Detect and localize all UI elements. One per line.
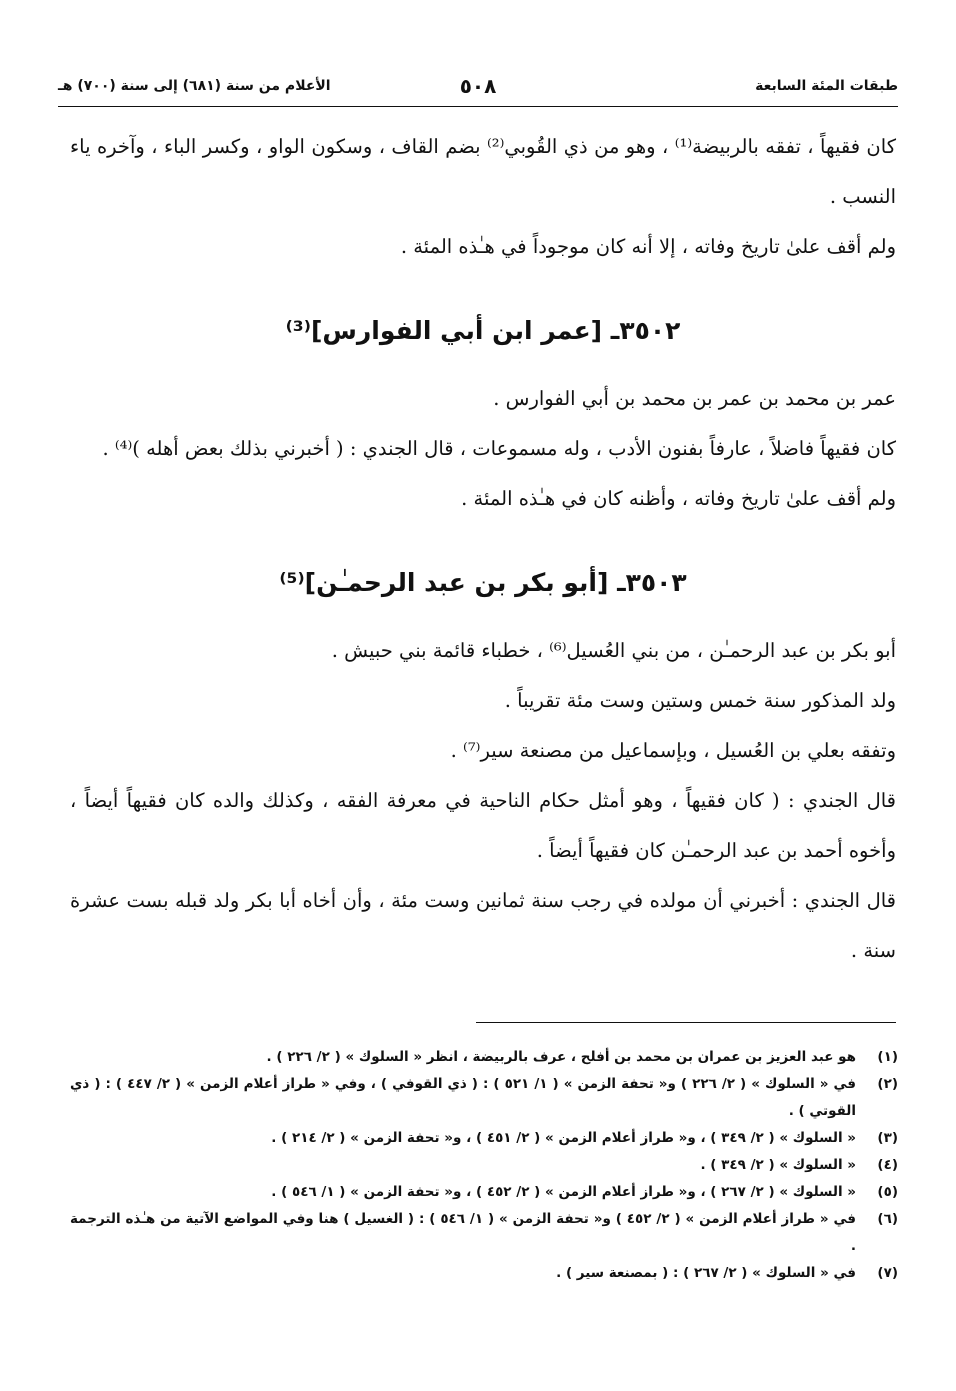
paragraph: وتفقه بعلي بن العُسيل ، وبإسماعيل من مصنعة سير⁽⁷⁾ . [450,739,896,762]
footnote-text: في « السلوك » ( ٢/ ٢٢٦ ) و« تحفة الزمن » ( ١/ ٥٢١ ) : ( ذي القوفي ) ، وفي « طراز أعلام الزمن » ( ٢/ ٤٤٧ ) : ( ذي القوتي ) . [70,1076,856,1119]
page-number: ٥٠٨ [459,74,497,98]
footnote-number: (٧) [877,1265,898,1281]
footnote-number: (٢) [877,1076,898,1092]
paragraph: ولم أقف علىٰ تاريخ وفاته ، وأظنه كان في هـٰذه المئة . [461,487,896,510]
paragraph: عمر بن محمد بن عمر بن محمد بن أبي الفوارس . [493,387,896,410]
footnote-number: (٦) [877,1211,898,1227]
footnote-text: « السلوك » ( ٢/ ٢٦٧ ) ، و« طراز أعلام الزمن » ( ٢/ ٤٥٢ ) ، و« تحفة الزمن » ( ١/ ٥٤٦ ) . [271,1184,856,1200]
footnote-text: هو عبد العزيز بن عمران بن محمد بن أفلح ، عرف بالربيضة ، انظر « السلوك » ( ٢/ ٢٢٦ ) . [266,1049,856,1065]
footnote [70,1260,898,1287]
footnote-number: (٤) [877,1157,898,1173]
footnote [70,1071,898,1125]
footnote [70,1179,898,1206]
paragraph: ولد المذكور سنة خمس وستين وست مئة تقريباً . [504,689,896,712]
footnote-text: « السلوك » ( ٢/ ٣٤٩ ) ، و« طراز أعلام الزمن » ( ٢/ ٤٥١ ) ، و« تحفة الزمن » ( ٢/ ٢١٤ ) . [271,1130,856,1146]
paragraph: كان فقيهاً فاضلاً ، عارفاً بفنون الأدب ، وله مسموعات ، قال الجندي : ( أخبرني بذلك بعض أهله )⁽⁴⁾ . [102,437,896,460]
entry-title: ٣٥٠٣ـ [أبو بكر بن عبد الرحمـٰن]⁽⁵⁾ [279,568,687,597]
footnote [70,1125,898,1152]
paragraph: أبو بكر بن عبد الرحمـٰن ، من بني العُسيل⁽⁶⁾ ، خطباء قائمة بني حبيش . [331,639,896,662]
running-header [58,74,898,107]
footnote-number: (١) [877,1049,898,1065]
paragraph: ولم أقف علىٰ تاريخ وفاته ، إلا أنه كان موجوداً في هـٰذه المئة . [400,235,896,258]
footnote-divider [476,1022,896,1023]
footnote [70,1044,898,1071]
footnotes [70,1044,898,1287]
footnote-text: في « السلوك » ( ٢/ ٢٦٧ ) : ( بمصنعة سير ) . [556,1265,856,1281]
footnote [70,1152,898,1179]
footnote-number: (٥) [877,1184,898,1200]
footnote-text: « السلوك » ( ٢/ ٣٤٩ ) . [700,1157,856,1173]
header-section-title: طبقات المئة السابعة [755,78,898,94]
paragraph: قال الجندي : أخبرني أن مولده في رجب سنة ثمانين وست مئة ، وأن أخاه أبا بكر ولد قبله بست عشرة سنة . [70,889,896,962]
footnote-text: في « طراز أعلام الزمن » ( ٢/ ٤٥٢ ) و« تحفة الزمن » ( ١/ ٥٤٦ ) : ( الغسيل ) هنا وفي المواضع الآتية من هـٰذه الترجمة . [70,1211,856,1254]
paragraph: كان فقيهاً ، تفقه بالربيضة⁽¹⁾ ، وهو من ذي القُوبي⁽²⁾ بضم القاف ، وسكون الواو ، وكسر الباء ، وآخره ياء النسب . [70,135,896,208]
main-text [70,122,896,976]
header-date-range: الأعلام من سنة (٦٨١) إلى سنة (٧٠٠) هـ [58,78,331,94]
entry-title: ٣٥٠٢ـ [عمر ابن أبي الفوارس]⁽³⁾ [285,316,681,345]
footnote [70,1206,898,1260]
paragraph: قال الجندي : ( كان فقيهاً ، وهو أمثل حكام الناحية في معرفة الفقه ، وكذلك والده كان فقيهاً أيضاً ، وأخوه أحمد بن عبد الرحمـٰن كان فقيهاً أيضاً . [70,789,896,862]
footnote-number: (٣) [877,1130,898,1146]
